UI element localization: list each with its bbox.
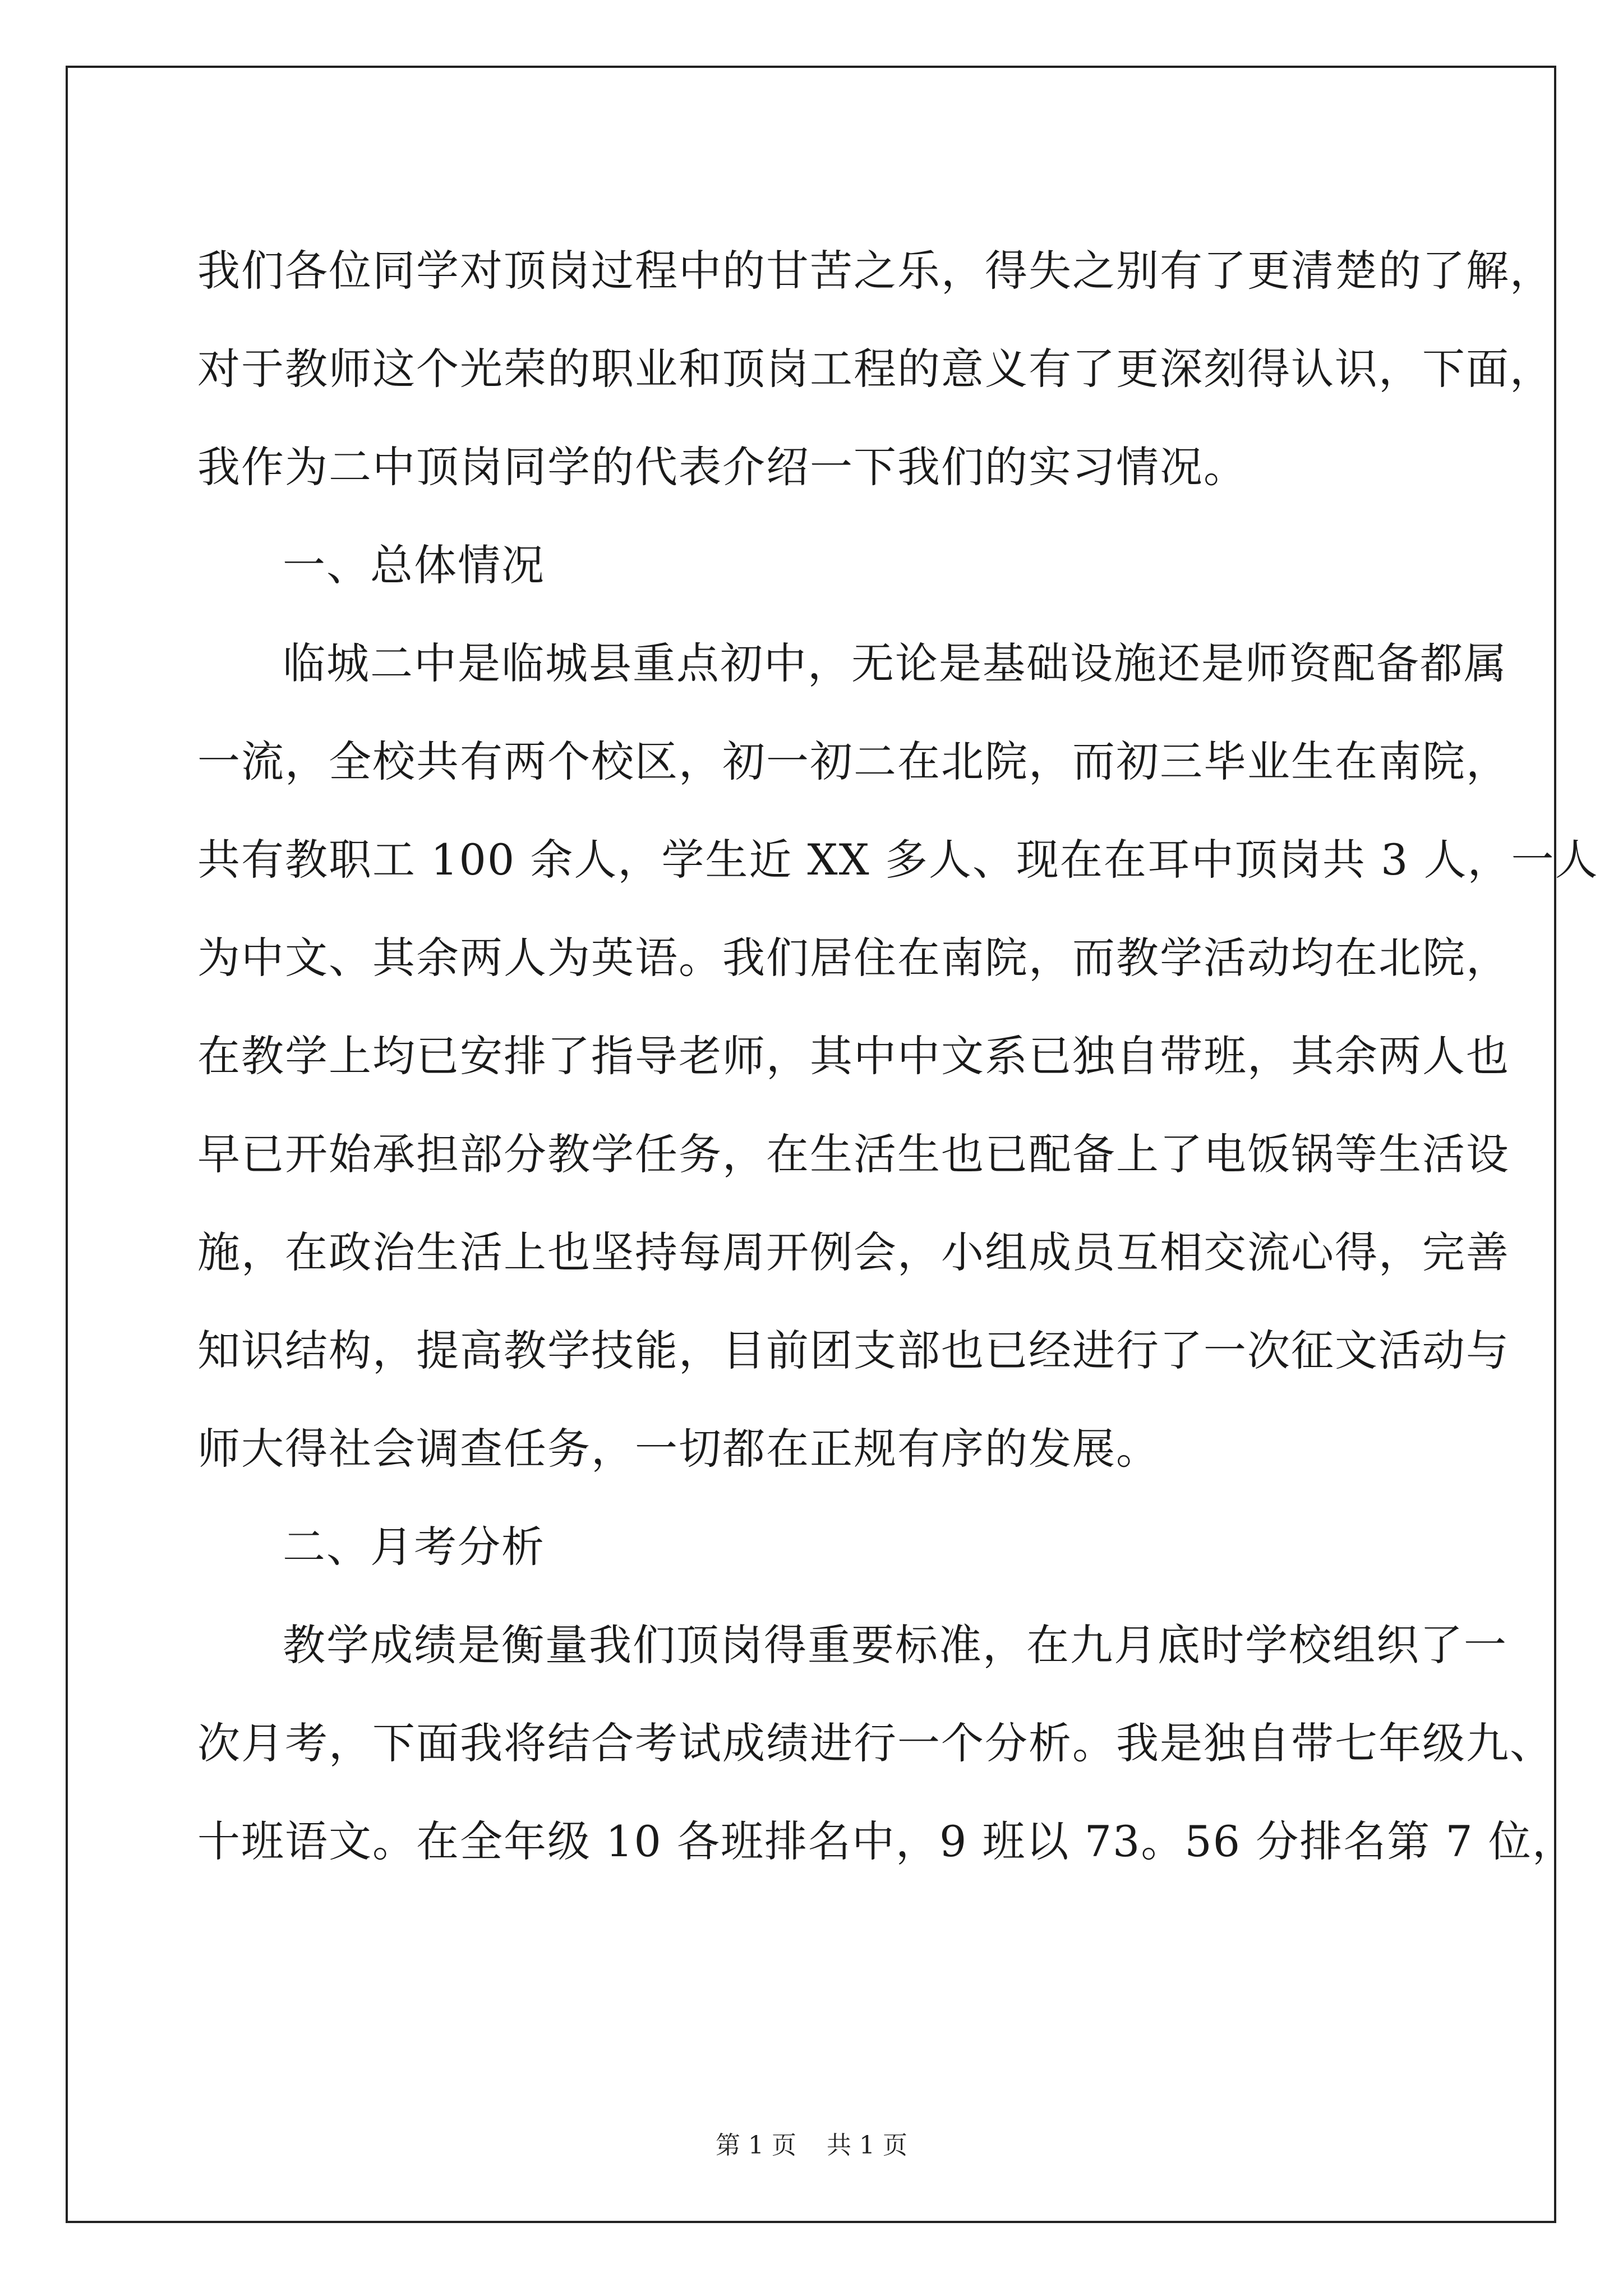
paragraph-intro [197, 222, 1553, 516]
text-line: 一流，全校共有两个校区，初一初二在北院，而初三毕业生在南院， [197, 737, 1510, 786]
text-line: 对于教师这个光荣的职业和顶岗工程的意义有了更深刻得认识，下面， [197, 344, 1553, 394]
page-number-total: 共 1 页 [827, 2131, 907, 2160]
section-heading-overview: 一、总体情况 [283, 540, 545, 590]
text-line: 次月考，下面我将结合考试成绩进行一个分析。我是独自带七年级九、 [197, 1718, 1553, 1768]
text-line: 共有教职工 100 余人，学生近 XX 多人、现在在耳中顶岗共 3 人，一人 [197, 835, 1599, 885]
page-footer [0, 2129, 1623, 2162]
text-line: 十班语文。在全年级 10 各班排名中，9 班以 73。56 分排名第 7 位， [197, 1816, 1576, 1866]
text-line: 我们各位同学对顶岗过程中的甘苦之乐，得失之别有了更清楚的了解， [197, 246, 1553, 296]
text-line: 施，在政治生活上也坚持每周开例会，小组成员互相交流心得，完善 [197, 1227, 1510, 1277]
text-line: 我作为二中顶岗同学的代表介绍一下我们的实习情况。 [197, 442, 1247, 492]
text-line: 在教学上均已安排了指导老师，其中中文系已独自带班，其余两人也 [197, 1031, 1510, 1081]
text-line: 师大得社会调查任务，一切都在正规有序的发展。 [197, 1424, 1160, 1474]
text-line: 临城二中是临城县重点初中，无论是基础设施还是师资配备都属 [283, 638, 1507, 688]
document-body [197, 222, 1599, 1890]
text-line: 教学成绩是衡量我们顶岗得重要标准，在九月底时学校组织了一 [283, 1620, 1507, 1670]
text-line: 知识结构，提高教学技能，目前团支部也已经进行了一次征文活动与 [197, 1326, 1510, 1375]
paragraph-overview [197, 614, 1599, 1498]
page-number-current: 第 1 页 [716, 2131, 796, 2160]
paragraph-exam-analysis [197, 1596, 1576, 1890]
text-line: 为中文、其余两人为英语。我们居住在南院，而教学活动均在北院， [197, 933, 1510, 983]
text-line: 早已开始承担部分教学任务，在生活生也已配备上了电饭锅等生活设 [197, 1129, 1510, 1179]
section-heading-exam-analysis: 二、月考分析 [283, 1522, 545, 1572]
